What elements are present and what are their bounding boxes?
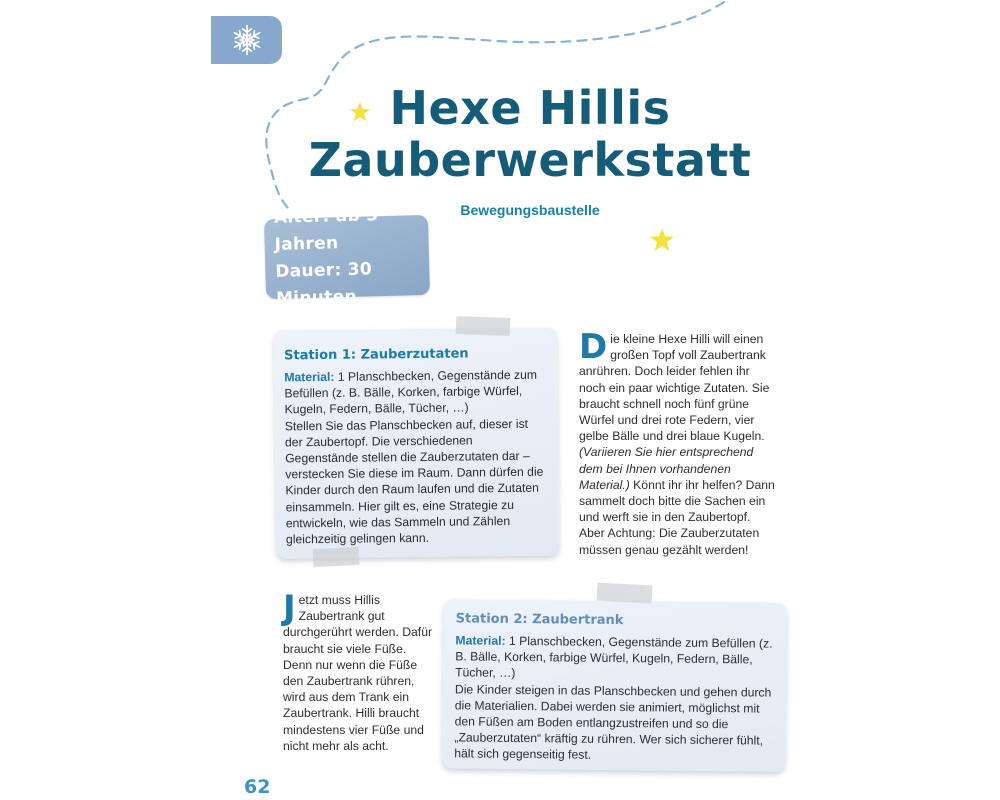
tape-strip [597, 583, 653, 604]
page-number: 62 [244, 776, 271, 798]
duration-label: Dauer: 30 Minuten [275, 259, 373, 309]
page-title [295, 82, 765, 186]
age-label: Alter: ab 3 Jahren [273, 205, 379, 255]
page-subtitle: Bewegungsbaustelle [460, 202, 600, 218]
station-2-material [455, 632, 774, 684]
tape-strip [313, 547, 360, 567]
station-2-description: Die Kinder steigen in das Planschbecken und gehen durch die Materialien. Dabei werden sie animiert, möglichst mit den Füßen am Boden entlangzustreifen und so die „Zauberzutaten“ kräftig zu rühren. Wer sich sicherer fühlt, hält sich gegenseitig fest. [454, 681, 772, 763]
material-label: Material: [455, 633, 506, 648]
story-1-italic-note: (Variieren Sie hier entsprechend dem bei Ihnen vorhandenen Material.) [579, 445, 754, 492]
chapter-tab [211, 16, 282, 64]
station-1-description: Stellen Sie das Planschbecken auf, dieser ist der Zaubertopf. Die verschiedenen Gegenstände stellen die Zauberzutaten dar – verstecken Sie diese im Raum. Dann dürfen die Kinder durch den Raum laufen und die Zutaten einsammeln. Hier gilt es, eine Strategie zu entwickeln, wie das Sammeln und Zählen gleichzeitig gelingen kann. [284, 416, 544, 547]
tape-strip [456, 316, 511, 336]
story-paragraph-2 [283, 588, 438, 754]
title-line-2: Zauberwerkstatt [308, 133, 752, 187]
story-paragraph-1 [579, 327, 775, 558]
material-label: Material: [284, 369, 335, 385]
story-1-text-end: Könnt ihr ihr helfen? Dann sammelt doch bitte die Sachen ein und werft sie in den Zaubertopf. Aber Achtung: Die Zauberzutaten müssen genau gezählt werden! [579, 477, 775, 557]
station-2-card [442, 599, 787, 772]
station-1-material [284, 367, 547, 418]
station-2-title: Station 2: Zaubertrank [455, 611, 624, 629]
drop-cap: D [579, 327, 608, 367]
title-line-1: Hexe Hillis [389, 81, 671, 135]
station-1-title: Station 1: Zauberzutaten [284, 346, 469, 364]
station-1-card [274, 328, 559, 559]
age-duration-badge [264, 205, 430, 309]
story-1-text: ie kleine Hexe Hilli will einen großen Topf voll Zaubertrank anrühren. Doch leider fehlen ihr noch ein paar wichtige Zutaten. Sie braucht schnell noch fünf grüne Würfel und drei rote Federn, vier gelbe Bälle und drei blaue Kugeln. [579, 332, 770, 444]
material-text: 1 Planschbecken, Gegenstände zum Befüllen (z. B. Bälle, Korken, farbige Würfel, Kugeln, Federn, Bälle, Tücher, …) [455, 633, 773, 681]
story-2-text: etzt muss Hillis Zaubertrank gut durchgerührt werden. Dafür braucht sie viele Füße. Denn nur wenn die Füße den Zaubertrank rühren, wird aus dem Trank ein Zaubertrank. Hilli braucht mindestens vier Füße und nicht mehr als acht. [283, 593, 433, 753]
snowflake-icon [230, 23, 264, 57]
drop-cap: J [283, 588, 296, 628]
star-icon [649, 227, 675, 253]
material-text: 1 Planschbecken, Gegenstände zum Befüllen (z. B. Bälle, Korken, farbige Würfel, Kugeln, Federn, Bälle, Tücher, …) [284, 367, 538, 417]
